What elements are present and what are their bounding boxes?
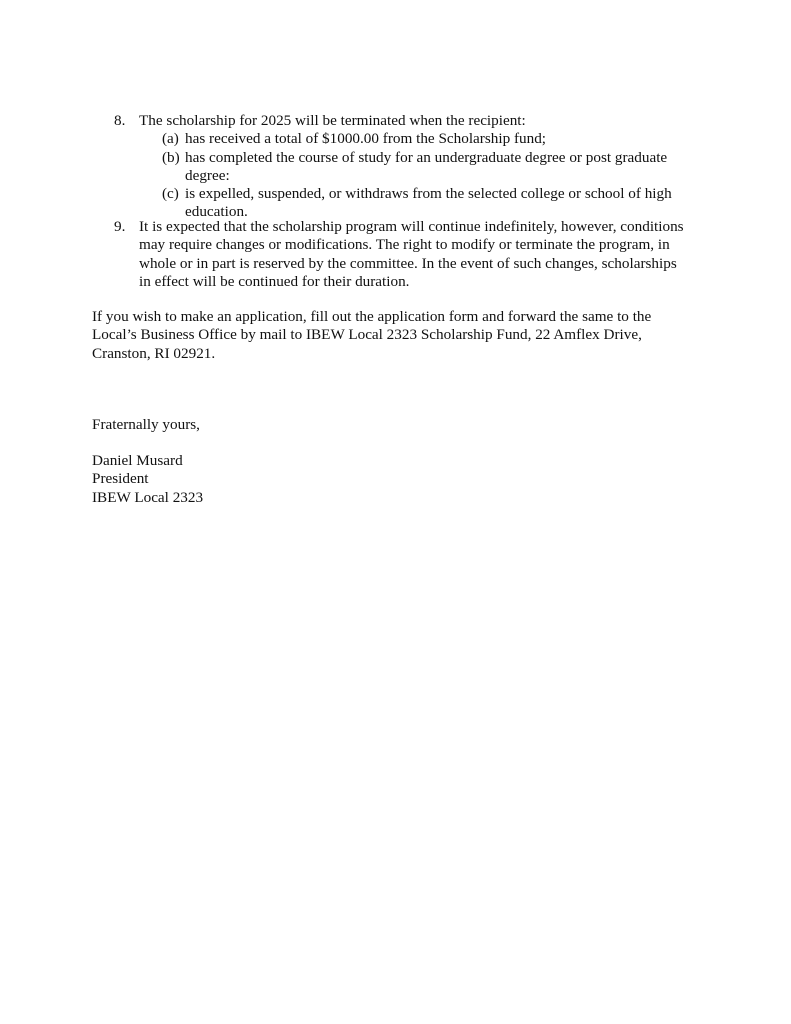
list-item-text: The scholarship for 2025 will be terminated when the recipient: xyxy=(139,112,526,129)
sub-item-a xyxy=(162,130,712,148)
list-item-8 xyxy=(114,112,714,222)
sub-item-b xyxy=(162,149,712,186)
closing-text: Fraternally yours, xyxy=(92,416,200,433)
list-item-text: may require changes or modifications. The right to modify or terminate the program, in xyxy=(139,236,670,254)
signature-organization: IBEW Local 2323 xyxy=(92,488,204,506)
list-item-text: whole or in part is reserved by the committee. In the event of such changes, scholarships xyxy=(139,254,677,272)
sub-item-text: degree: xyxy=(185,166,230,184)
list-item-text: in effect will be continued for their duration. xyxy=(139,272,410,290)
signature-block xyxy=(92,452,702,507)
sub-item-text: has received a total of $1000.00 from the Scholarship fund; xyxy=(185,130,547,148)
signature-title: President xyxy=(92,470,149,488)
list-item-9 xyxy=(114,218,714,291)
sub-item-letter: (a) xyxy=(162,130,179,148)
list-number: 8. xyxy=(114,112,126,129)
list-item-text: It is expected that the scholarship program will continue indefinitely, however, conditions xyxy=(139,218,684,235)
sub-item-letter: (c) xyxy=(162,185,179,203)
paragraph-line: If you wish to make an application, fill out the application form and forward the same to the xyxy=(92,308,652,325)
application-paragraph xyxy=(92,308,702,363)
sub-item-text: is expelled, suspended, or withdraws from the selected college or school of high xyxy=(185,185,672,203)
sub-item-letter: (b) xyxy=(162,148,180,166)
paragraph-line: Cranston, RI 02921. xyxy=(92,344,216,362)
list-number: 9. xyxy=(114,218,126,235)
sub-item-text: has completed the course of study for an undergraduate degree or post graduate xyxy=(185,148,668,166)
closing-block xyxy=(92,416,702,434)
sub-item-c xyxy=(162,185,712,222)
sub-item-text: education. xyxy=(185,203,248,221)
signature-name: Daniel Musard xyxy=(92,452,183,469)
paragraph-line: Local’s Business Office by mail to IBEW Local 2323 Scholarship Fund, 22 Amflex Drive, xyxy=(92,326,642,344)
